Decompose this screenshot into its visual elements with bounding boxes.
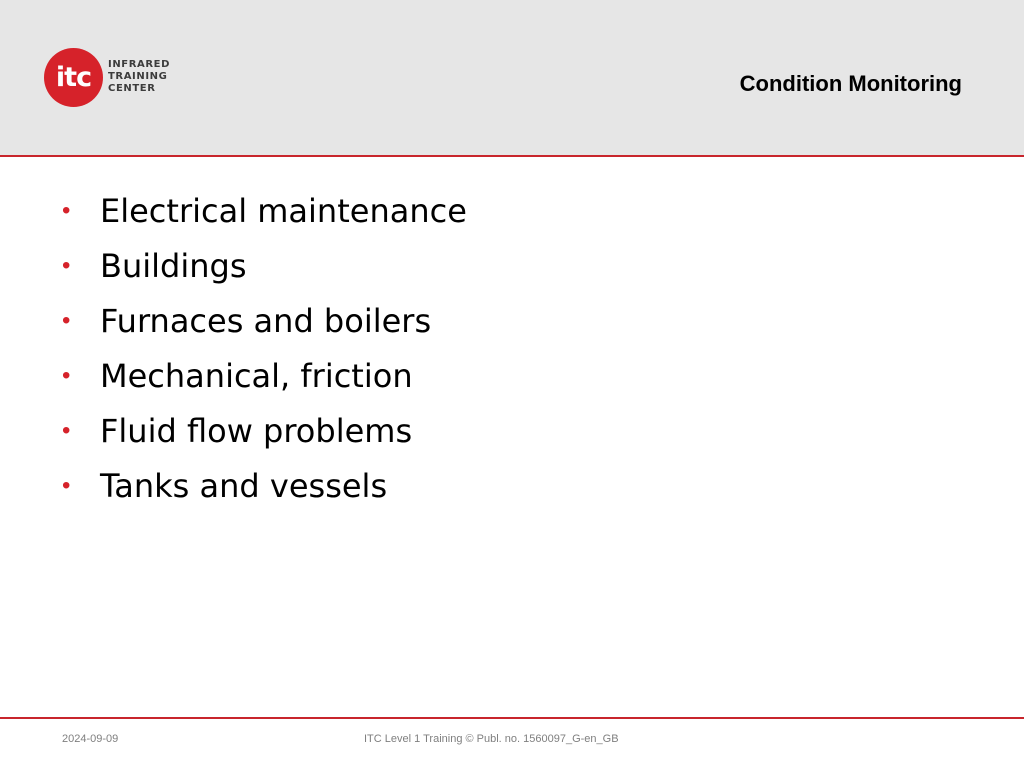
bullet-text: Fluid flow problems: [100, 411, 413, 450]
footer-date: 2024-09-09: [62, 733, 119, 745]
bullet-item: [62, 293, 467, 348]
bullet-text: Electrical maintenance: [100, 191, 467, 230]
bullet-icon: •: [62, 306, 71, 334]
logo-line-1: INFRARED: [108, 59, 170, 70]
bullet-list: [62, 183, 467, 513]
bullet-item: [62, 348, 467, 403]
bullet-text: Mechanical, friction: [100, 356, 413, 395]
bullet-icon: •: [62, 251, 71, 279]
bullet-text: Furnaces and boilers: [100, 301, 432, 340]
logo-wordmark: [108, 59, 170, 95]
logo-line-2: TRAINING: [108, 71, 168, 82]
bullet-item: [62, 458, 467, 513]
bullet-item: [62, 183, 467, 238]
slide-title: Condition Monitoring: [739, 71, 962, 96]
slide-header: [0, 0, 1024, 157]
bullet-item: [62, 403, 467, 458]
bullet-icon: •: [62, 471, 71, 499]
itc-logo: [44, 48, 204, 108]
bullet-text: Buildings: [100, 246, 247, 285]
bullet-text: Tanks and vessels: [100, 466, 388, 505]
bullet-icon: •: [62, 361, 71, 389]
bullet-item: [62, 238, 467, 293]
logo-mark: itc: [44, 48, 103, 107]
bullet-icon: •: [62, 416, 71, 444]
footer-divider: [0, 717, 1024, 719]
logo-line-3: CENTER: [108, 83, 156, 94]
bullet-icon: •: [62, 196, 71, 224]
footer-publication: ITC Level 1 Training © Publ. no. 1560097_G-en_GB: [364, 733, 619, 745]
